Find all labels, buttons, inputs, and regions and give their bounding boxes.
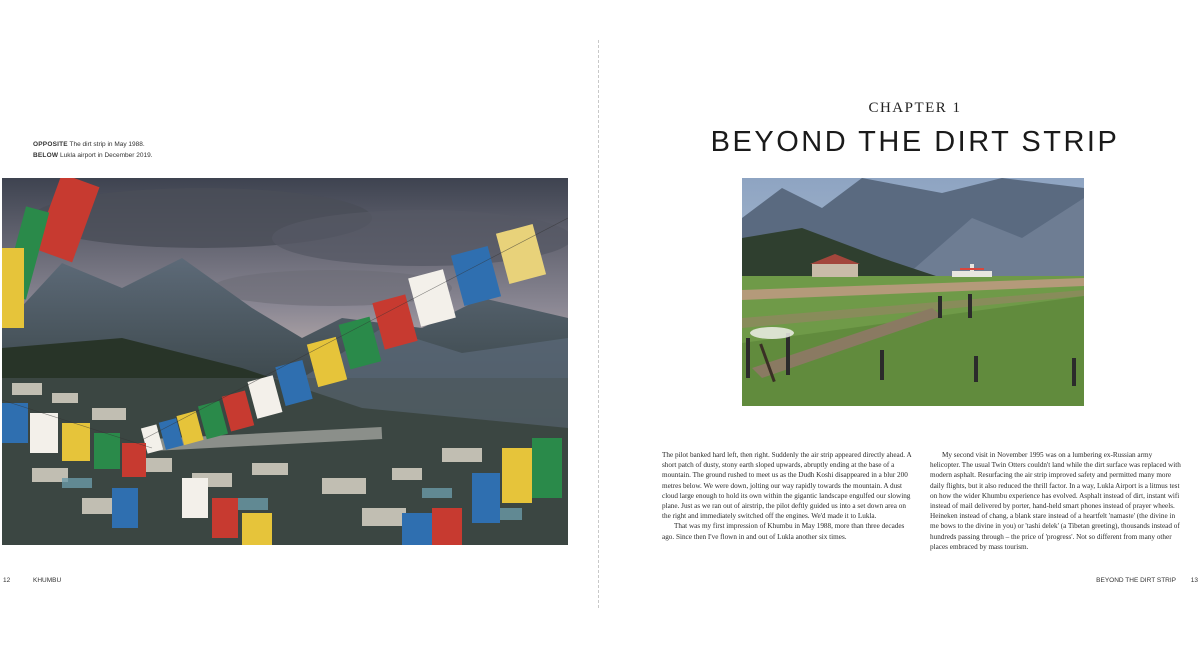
caption-text: Lukla airport in December 2019. (60, 152, 153, 159)
right-page (600, 0, 1200, 650)
page-gutter (598, 40, 599, 608)
caption-text: The dirt strip in May 1988. (69, 141, 145, 148)
chapter-label: CHAPTER 1 (868, 100, 962, 116)
page-number-right: 13 (1190, 577, 1198, 584)
lukla-prayer-flags-photo (2, 178, 568, 545)
caption-key: OPPOSITE (33, 141, 68, 148)
body-column-2 (930, 450, 1182, 552)
photo-captions (33, 139, 153, 161)
dirt-airstrip-photo (742, 178, 1084, 406)
body-column-1 (662, 450, 914, 542)
caption-below (33, 150, 153, 161)
body-paragraph: That was my first impression of Khumbu in May 1988, more than three decades ago. Since then I've flown in and out of Lukla another six times. (662, 522, 905, 541)
running-head-left: KHUMBU (33, 577, 62, 584)
chapter-title: BEYOND THE DIRT STRIP (710, 126, 1120, 158)
body-paragraph: My second visit in November 1995 was on a lumbering ex-Russian army helicopter. The usual Twin Otters couldn't land while the dirt surface was replaced with modern asphalt. Resurfacing the air strip improved safety and permitted many more daily flights, but it also reduced the thrill factor. In a way, Lukla Airport is a litmus test on how the wider Khumbu experience has evolved. Asphalt instead of dirt, instant wifi instead of mail delivered by porter, hand-held smart phones instead of prayer wheels. Heineken instead of chang, a blank stare instead of a heartfelt 'namaste' (the divine in me bows to the divine in you) or 'tashi delek' (a Tibetan greeting), thousands instead of hundreds passing through – the price of 'progress'. Not so different from many other places embraced by mass tourism. (930, 451, 1181, 551)
body-paragraph: The pilot banked hard left, then right. Suddenly the air strip appeared directly ahead. A short patch of dusty, stony earth sloped upwards, abruptly ending at the base of a mountain. The ground rushed to meet us as the Dudh Koshi disappeared in a blur 200 metres below. We were down, jolting our way rapidly towards the mountain. A dust cloud large enough to hold its own within the gigantic landscape engulfed our slowing plane. Just as we ran out of airstrip, the pilot deftly guided us into a set down area on the right and immediately switched off the engines. We'd made it to Lukla. (662, 451, 912, 521)
page-number-left: 12 (3, 577, 11, 584)
running-head-right: BEYOND THE DIRT STRIP (1096, 577, 1176, 584)
caption-opposite (33, 139, 153, 150)
caption-key: BELOW (33, 152, 59, 159)
